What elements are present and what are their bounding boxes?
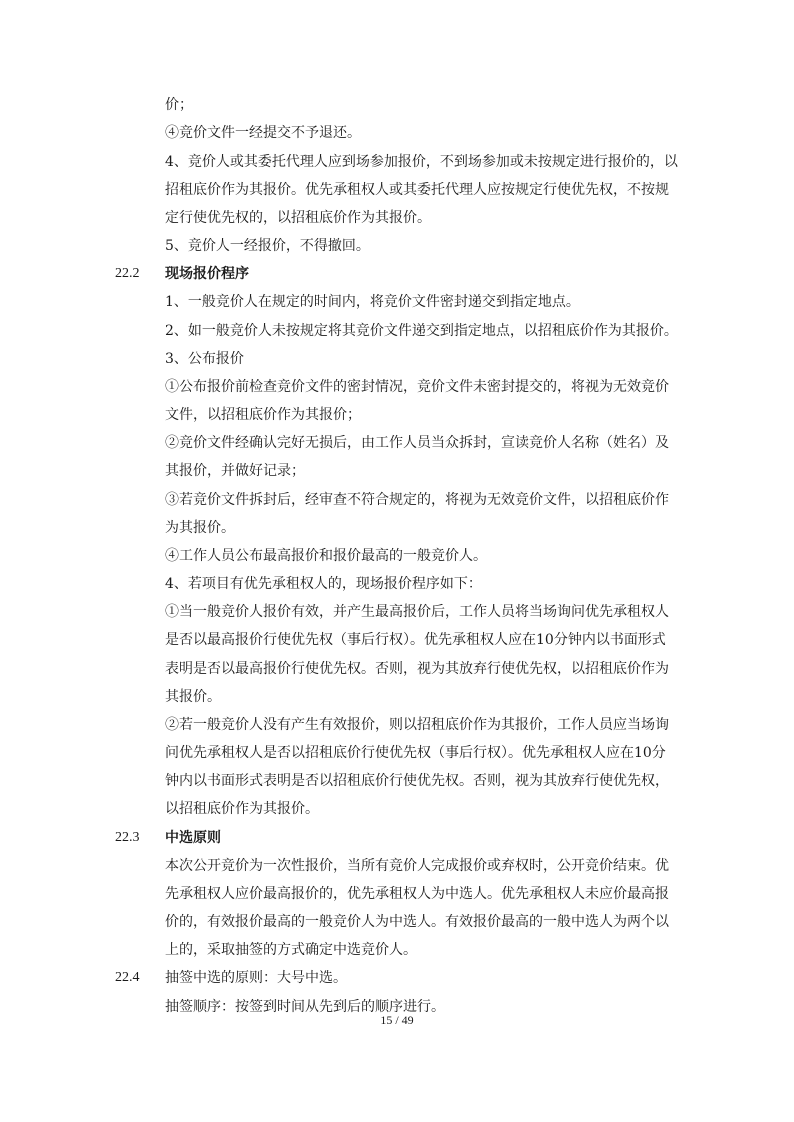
paragraph-line: 表明是否以最高报价行使优先权。否则，视为其放弃行使优先权，以招租底价作为 bbox=[165, 661, 669, 677]
paragraph-line: 文件，以招租底价作为其报价； bbox=[165, 407, 361, 423]
section-number: 22.4 bbox=[115, 970, 140, 985]
paragraph-line: 定行使优先权的，以招租底价作为其报价。 bbox=[165, 210, 431, 226]
section-heading: 现场报价程序 bbox=[165, 266, 249, 282]
paragraph-line: 2、如一般竞价人未按规定将其竞价文件递交到指定地点，以招租底价作为其报价。 bbox=[165, 323, 678, 339]
paragraph-line: 招租底价作为其报价。优先承租权人或其委托代理人应按规定行使优先权，不按规 bbox=[165, 182, 669, 198]
paragraph-line: 1、一般竞价人在规定的时间内，将竞价文件密封递交到指定地点。 bbox=[165, 294, 580, 310]
paragraph-line: 4、竞价人或其委托代理人应到场参加报价，不到场参加或未按规定进行报价的，以 bbox=[165, 154, 678, 170]
paragraph-line: ④工作人员公布最高报价和报价最高的一般竞价人。 bbox=[165, 548, 487, 564]
paragraph-line: 3、公布报价 bbox=[165, 351, 244, 367]
section-heading: 中选原则 bbox=[165, 830, 221, 846]
section-number: 22.3 bbox=[115, 830, 140, 845]
paragraph-line: 钟内以书面形式表明是否以招租底价行使优先权。否则，视为其放弃行使优先权， bbox=[165, 773, 669, 789]
paragraph-line: ②竞价文件经确认完好无损后，由工作人员当众拆封，宣读竞价人名称（姓名）及 bbox=[165, 435, 669, 451]
paragraph-line: 先承租权人应价最高报价的，优先承租权人为中选人。优先承租权人未应价最高报 bbox=[165, 886, 669, 902]
page-number: 15 / 49 bbox=[380, 1013, 414, 1027]
paragraph-line: 以招租底价作为其报价。 bbox=[165, 801, 319, 817]
paragraph-line: 价的，有效报价最高的一般竞价人为中选人。有效报价最高的一般中选人为两个以 bbox=[165, 914, 669, 930]
section-number: 22.2 bbox=[115, 266, 140, 281]
paragraph-line: 抽签中选的原则：大号中选。 bbox=[165, 970, 347, 986]
paragraph-line: ④竞价文件一经提交不予退还。 bbox=[165, 125, 361, 141]
paragraph-line: 本次公开竞价为一次性报价，当所有竞价人完成报价或弃权时，公开竞价结束。优 bbox=[165, 858, 669, 874]
paragraph-line: ①公布报价前检查竞价文件的密封情况，竞价文件未密封提交的，将视为无效竞价 bbox=[165, 379, 669, 395]
paragraph-line: 问优先承租权人是否以招租底价行使优先权（事后行权）。优先承租权人应在10分 bbox=[165, 745, 666, 761]
paragraph-line: ②若一般竞价人没有产生有效报价，则以招租底价作为其报价，工作人员应当场询 bbox=[165, 717, 669, 733]
paragraph-line: 价； bbox=[165, 97, 193, 113]
paragraph-line: 是否以最高报价行使优先权（事后行权）。优先承租权人应在10分钟内以书面形式 bbox=[165, 632, 666, 648]
paragraph-line: 其报价，并做好记录； bbox=[165, 463, 305, 479]
paragraph-line: 抽签顺序：按签到时间从先到后的顺序进行。 bbox=[165, 999, 445, 1015]
paragraph-line: ①当一般竞价人报价有效，并产生最高报价后，工作人员将当场询问优先承租权人 bbox=[165, 604, 669, 620]
paragraph-line: 上的，采取抽签的方式确定中选竞价人。 bbox=[165, 942, 417, 958]
paragraph-line: 其报价。 bbox=[165, 689, 221, 705]
paragraph-line: 4、若项目有优先承租权人的，现场报价程序如下： bbox=[165, 576, 482, 592]
paragraph-line: 5、竞价人一经报价，不得撤回。 bbox=[165, 238, 370, 254]
paragraph-line: ③若竞价文件拆封后，经审查不符合规定的，将视为无效竞价文件，以招租底价作 bbox=[165, 492, 669, 508]
paragraph-line: 为其报价。 bbox=[165, 520, 235, 536]
